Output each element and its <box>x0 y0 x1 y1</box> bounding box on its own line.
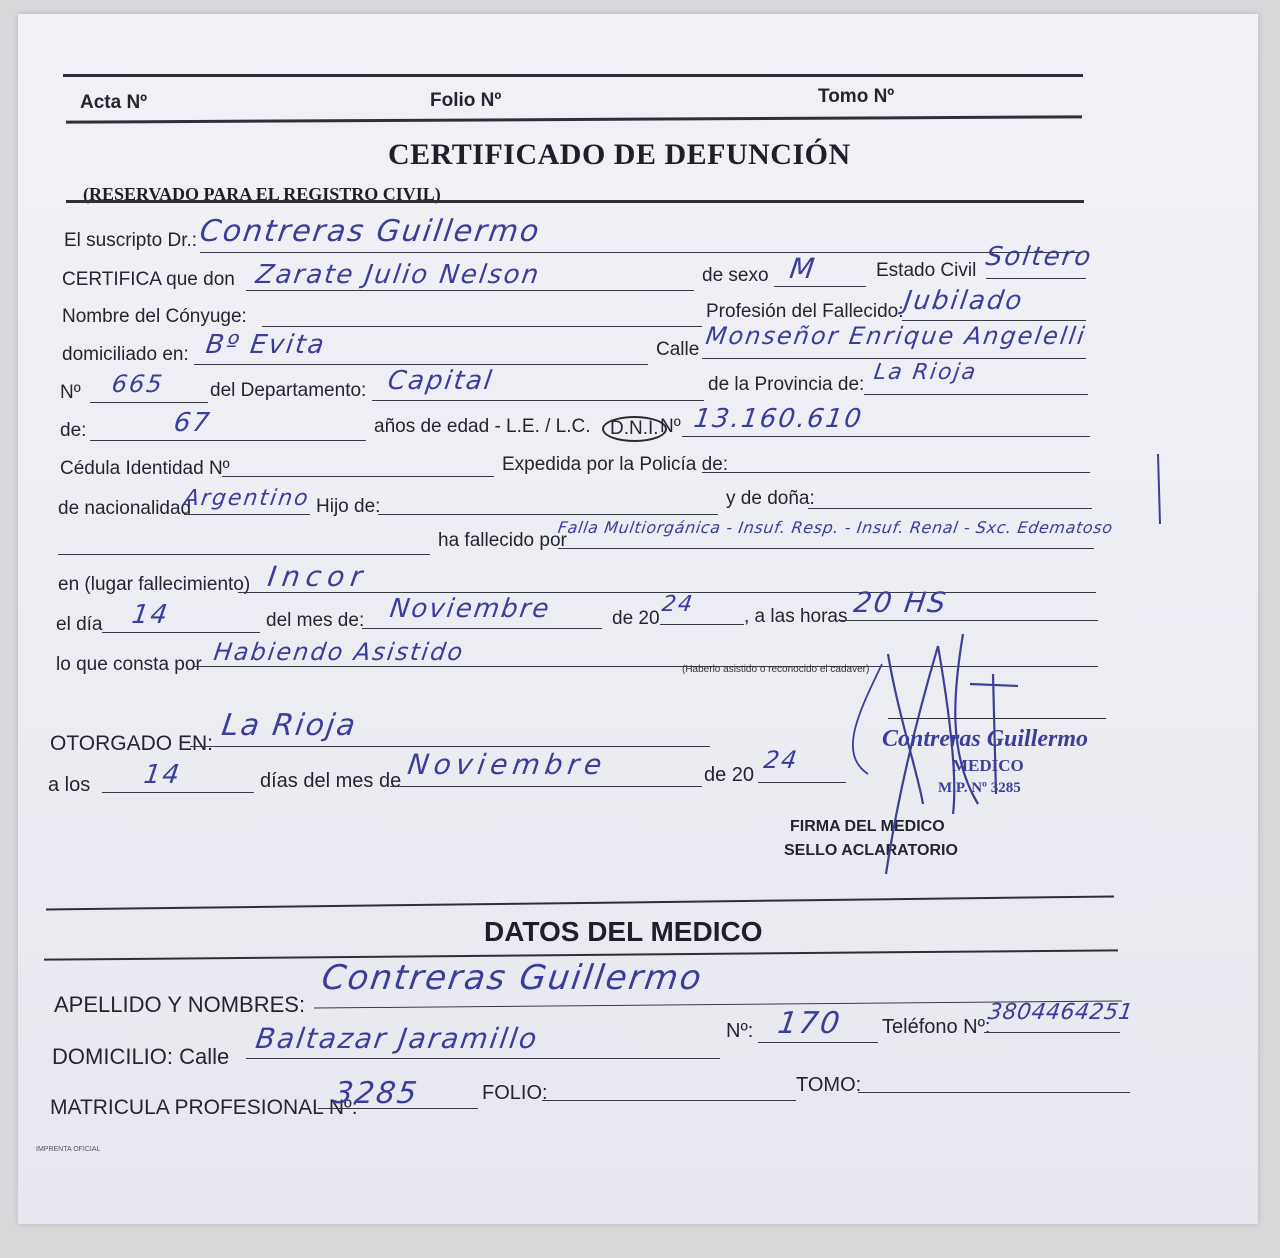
profesion-label: Profesión del Fallecido: <box>706 301 904 322</box>
anio-label: de 20 <box>612 608 660 629</box>
medico-numero-label: Nº: <box>726 1020 754 1042</box>
mes-value: Noviembre <box>387 594 553 624</box>
consta-label: lo que consta por <box>56 654 202 675</box>
a-los-value: 14 <box>141 760 184 790</box>
acta-label: Acta Nº <box>80 92 148 113</box>
numero-label: Nº <box>60 382 81 403</box>
domicilio-label: domiciliado en: <box>62 344 189 365</box>
suscripto-label: El suscripto Dr.: <box>64 230 198 251</box>
dni-label: D.N.I. <box>602 416 667 442</box>
datos-medico-title: DATOS DEL MEDICO <box>484 916 763 947</box>
edad-value: 67 <box>171 408 214 438</box>
calle-label: Calle <box>656 339 700 360</box>
nacionalidad-label: de nacionalidad <box>58 498 192 519</box>
medico-domicilio-label: DOMICILIO: Calle <box>52 1044 230 1069</box>
dias-label: días del mes de <box>260 770 402 792</box>
telefono-value: 3804464251 <box>986 1000 1135 1025</box>
certificate-title: CERTIFICADO DE DEFUNCIÓN <box>388 138 851 171</box>
otorgado-anio-value: 24 <box>762 746 801 774</box>
mes-label: del mes de: <box>266 610 365 631</box>
otorgado-label: OTORGADO EN: <box>50 732 213 755</box>
cedula-label: Cédula Identidad Nº <box>60 458 230 479</box>
apellido-label: APELLIDO Y NOMBRES: <box>54 992 306 1017</box>
lugar-label: en (lugar fallecimiento) <box>58 574 251 595</box>
tomo-med-fill <box>858 1092 1130 1093</box>
consta-value: Habiendo Asistido <box>212 638 467 666</box>
fallecido-value: Falla Multiorgánica - Insuf. Resp. - Insuf. Renal - Sxc. Edematoso <box>556 518 1115 537</box>
hijo-label: Hijo de: <box>316 496 381 517</box>
departamento-value: Capital <box>385 366 496 396</box>
dia-value: 14 <box>129 600 172 630</box>
sexo-label: de sexo <box>702 265 769 286</box>
stamp-mp: M.P. Nº 3285 <box>938 780 1021 796</box>
medico-numero-fill <box>758 1042 878 1043</box>
telefono-label: Teléfono Nº: <box>882 1016 991 1038</box>
horas-label: , a las horas <box>744 606 848 627</box>
medico-domicilio-value: Baltazar Jaramillo <box>253 1022 541 1055</box>
telefono-fill <box>984 1032 1120 1033</box>
conyuge-label: Nombre del Cónyuge: <box>62 306 247 327</box>
printer-mark: IMPRENTA OFICIAL <box>36 1146 101 1153</box>
suscripto-value: Contreras Guillermo <box>197 214 543 249</box>
dona-label: y de doña: <box>726 488 815 509</box>
stamp-title: MEDICO <box>952 756 1024 775</box>
nacionalidad-value: Argentino <box>182 486 312 511</box>
matricula-value: 3285 <box>331 1076 421 1111</box>
dni-value: 13.160.610 <box>691 404 865 434</box>
stamp-name: Contreras Guillermo <box>882 726 1089 752</box>
medico-domicilio-fill <box>246 1058 720 1059</box>
domicilio-value: Bº Evita <box>203 330 328 360</box>
consta-note: (Haberlo asistido o reconocido el cadaver) <box>682 664 870 675</box>
numero-value: 665 <box>110 370 166 398</box>
fallecido-label: ha fallecido por <box>438 530 567 551</box>
medico-numero-value: 170 <box>775 1006 844 1041</box>
estado-civil-label: Estado Civil <box>876 260 977 281</box>
otorgado-value: La Rioja <box>219 708 360 743</box>
anos-label: años de edad - L.E. / L.C. <box>374 416 591 437</box>
matricula-label: MATRICULA PROFESIONAL Nº: <box>50 1096 358 1119</box>
matricula-fill <box>318 1108 478 1109</box>
dia-label: el día <box>56 614 103 635</box>
lugar-value: Incor <box>265 560 371 593</box>
sexo-value: M <box>787 252 819 285</box>
death-certificate-page <box>18 14 1258 1224</box>
firma-line1: FIRMA DEL MEDICO <box>790 818 945 835</box>
a-los-label: a los <box>48 774 91 796</box>
dni-num-label: Nº <box>660 416 681 437</box>
horas-value: 20 HS <box>851 586 950 619</box>
tomo-med-label: TOMO: <box>796 1074 862 1096</box>
provincia-value: La Rioja <box>872 360 979 385</box>
folio-label: Folio Nº <box>430 90 502 111</box>
certifica-label: CERTIFICA que don <box>62 269 235 290</box>
anio-value: 24 <box>660 592 696 617</box>
de-label: de: <box>60 420 87 441</box>
apellido-value: Contreras Guillermo <box>319 958 706 998</box>
tomo-label: Tomo Nº <box>818 86 895 107</box>
departamento-label: del Departamento: <box>210 380 367 401</box>
otorgado-anio-label: de 20 <box>704 764 755 786</box>
profesion-value: Jubilado <box>901 286 1026 316</box>
provincia-label: de la Provincia de: <box>708 374 865 395</box>
certificate-subtitle: (RESERVADO PARA EL REGISTRO CIVIL) <box>83 184 441 204</box>
folio-med-fill <box>542 1100 796 1101</box>
doctor-signature <box>18 14 1258 1224</box>
expedida-label: Expedida por la Policía de: <box>502 454 729 475</box>
otorgado-mes-value: Noviembre <box>405 748 609 781</box>
calle-value: Monseñor Enrique Angelelli <box>704 322 1089 350</box>
certifica-value: Zarate Julio Nelson <box>253 260 543 290</box>
folio-med-label: FOLIO: <box>482 1082 548 1104</box>
estado-civil-value: Soltero <box>983 242 1095 272</box>
firma-line2: SELLO ACLARATORIO <box>784 842 958 859</box>
